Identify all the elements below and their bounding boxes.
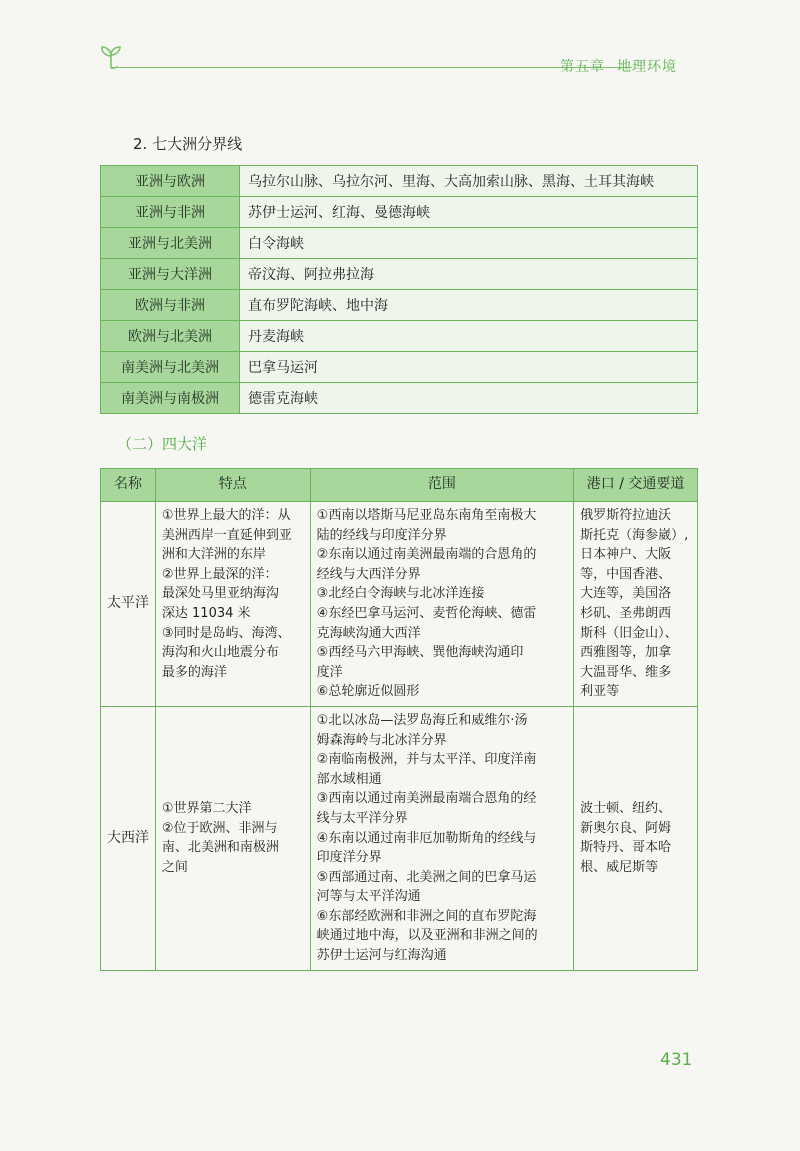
- ocean-ports: [574, 502, 698, 707]
- ocean-name: 太平洋: [101, 502, 156, 707]
- ocean-features: [155, 706, 310, 970]
- ocean-range-line: 经线与大西洋分界: [316, 566, 421, 582]
- section-title: 2. 七大洲分界线: [133, 135, 243, 153]
- ocean-name: 大西洋: [101, 706, 156, 970]
- boundary-row: [101, 166, 698, 197]
- chapter-title: 地理环境: [617, 59, 677, 75]
- ocean-features-line: 最深处马里亚纳海沟: [161, 586, 279, 602]
- header-ports: 港口 / 交通要道: [574, 469, 698, 502]
- ocean-range-line: ④东经巴拿马运河、麦哲伦海峡、德雷: [316, 605, 537, 621]
- ocean-ports-line: 根、威尼斯等: [580, 859, 659, 875]
- boundary-line: 乌拉尔山脉、乌拉尔河、里海、大高加索山脉、黑海、土耳其海峡: [240, 166, 698, 197]
- ocean-range-line: 印度洋分界: [316, 850, 382, 866]
- ocean-features-line: ①世界第二大洋: [161, 801, 252, 817]
- ocean-features-line: 最多的海洋: [161, 664, 227, 680]
- ocean-ports-line: 等，中国香港、: [580, 566, 672, 582]
- ocean-range-line: 苏伊士运河与红海沟通: [316, 948, 447, 964]
- ocean-row: [101, 706, 698, 970]
- boundary-pair: 亚洲与大洋洲: [101, 259, 240, 290]
- boundary-row: [101, 321, 698, 352]
- ocean-features-line: ③同时是岛屿、海湾、: [161, 625, 291, 641]
- ocean-features-line: ②世界上最深的洋：: [161, 566, 278, 582]
- ocean-ports-line: 斯科（旧金山）、: [580, 625, 678, 641]
- ocean-features-line: 洲和大洋洲的东岸: [161, 547, 266, 563]
- ocean-ports-line: 西雅图等，加拿: [580, 645, 672, 661]
- ocean-range-line: 克海峡沟通大西洋: [316, 625, 421, 641]
- ocean-range-line: ③北经白令海峡与北冰洋连接: [316, 586, 485, 602]
- ocean-range-line: ⑤西经马六甲海峡、巽他海峡沟通印: [316, 645, 524, 661]
- boundary-pair: 欧洲与北美洲: [101, 321, 240, 352]
- ocean-ports-line: 斯特丹、哥本哈: [580, 840, 672, 856]
- header-name: 名称: [101, 469, 156, 502]
- continent-boundary-table: [100, 165, 698, 414]
- boundary-line: 白令海峡: [240, 228, 698, 259]
- ocean-features-line: 深达 11034 米: [161, 605, 251, 621]
- ocean-features-line: 海沟和火山地震分布: [161, 645, 279, 661]
- boundary-line: 巴拿马运河: [240, 352, 698, 383]
- boundary-row: [101, 259, 698, 290]
- ocean-ports-line: 俄罗斯符拉迪沃: [580, 508, 672, 523]
- oceans-header-row: [101, 469, 698, 502]
- ocean-ports-line: 杉矶、圣弗朗西: [580, 605, 672, 621]
- boundary-pair: 亚洲与欧洲: [101, 166, 240, 197]
- ocean-range-line: ①西南以塔斯马尼亚岛东南角至南极大: [316, 508, 537, 523]
- boundary-row: [101, 197, 698, 228]
- ocean-features-line: 南、北美洲和南极洲: [161, 840, 279, 856]
- ocean-ports-line: 新奥尔良、阿姆: [580, 820, 672, 836]
- boundary-row: [101, 352, 698, 383]
- ocean-ports-line: 波士顿、纽约、: [580, 801, 672, 817]
- ocean-range-line: ①北以冰岛—法罗岛海丘和威维尔·汤: [316, 712, 528, 728]
- boundary-row: [101, 383, 698, 414]
- header-rule: [112, 67, 632, 68]
- ocean-range-line: 陆的经线与印度洋分界: [316, 527, 447, 543]
- ocean-features-line: ②位于欧洲、非洲与: [161, 820, 278, 836]
- chapter-number: 第五章: [560, 59, 605, 75]
- ocean-range-line: ⑤西部通过南、北美洲之间的巴拿马运: [316, 869, 537, 885]
- ocean-range-line: ③西南以通过南美洲最南端合恩角的经: [316, 791, 537, 807]
- boundary-line: 德雷克海峡: [240, 383, 698, 414]
- ocean-row: [101, 502, 698, 707]
- ocean-ports: [574, 706, 698, 970]
- ocean-ports-line: 大连等，美国洛: [580, 586, 672, 602]
- page-number: 431: [660, 1050, 693, 1070]
- subsection-title: （二）四大洋: [117, 435, 208, 453]
- ocean-range-line: 峡通过地中海，以及亚洲和非洲之间的: [316, 928, 538, 944]
- chapter-header: [560, 56, 677, 76]
- ocean-ports-line: 大温哥华、维多: [580, 664, 672, 680]
- boundary-line: 帝汶海、阿拉弗拉海: [240, 259, 698, 290]
- ocean-range: [310, 706, 573, 970]
- ocean-ports-line: 斯托克（海参崴）,: [580, 527, 689, 543]
- ocean-range-line: ⑥总轮廓近似圆形: [316, 684, 420, 700]
- header-range: 范围: [310, 469, 573, 502]
- boundary-line: 直布罗陀海峡、地中海: [240, 290, 698, 321]
- ocean-range-line: 线与太平洋分界: [316, 810, 408, 826]
- ocean-ports-line: 利亚等: [580, 684, 620, 700]
- ocean-features-line: 之间: [161, 859, 188, 875]
- ocean-range-line: ④东南以通过南非厄加勒斯角的经线与: [316, 830, 537, 846]
- ocean-range-line: ⑥东部经欧洲和非洲之间的直布罗陀海: [316, 908, 537, 924]
- ocean-features: [155, 502, 310, 707]
- boundary-row: [101, 228, 698, 259]
- boundary-pair: 南美洲与南极洲: [101, 383, 240, 414]
- ocean-range-line: ②东南以通过南美洲最南端的合恩角的: [316, 547, 537, 563]
- boundary-line: 苏伊士运河、红海、曼德海峡: [240, 197, 698, 228]
- boundary-line: 丹麦海峡: [240, 321, 698, 352]
- boundary-pair: 南美洲与北美洲: [101, 352, 240, 383]
- boundary-pair: 亚洲与非洲: [101, 197, 240, 228]
- ocean-range-line: 部水域相通: [316, 771, 382, 787]
- header-features: 特点: [155, 469, 310, 502]
- ocean-ports-line: 日本神户、大阪: [580, 547, 672, 563]
- boundary-pair: 欧洲与非洲: [101, 290, 240, 321]
- ocean-features-line: ①世界上最大的洋：从: [161, 508, 291, 523]
- ocean-range-line: 河等与太平洋沟通: [316, 889, 421, 905]
- ocean-range: [310, 502, 573, 707]
- ocean-range-line: ②南临南极洲，并与太平洋、印度洋南: [316, 752, 537, 768]
- boundary-row: [101, 290, 698, 321]
- boundary-pair: 亚洲与北美洲: [101, 228, 240, 259]
- ocean-range-line: 度洋: [316, 664, 343, 680]
- oceans-table: [100, 468, 698, 971]
- ocean-features-line: 美洲西岸一直延伸到亚: [161, 527, 292, 543]
- ocean-range-line: 姆森海岭与北冰洋分界: [316, 732, 447, 748]
